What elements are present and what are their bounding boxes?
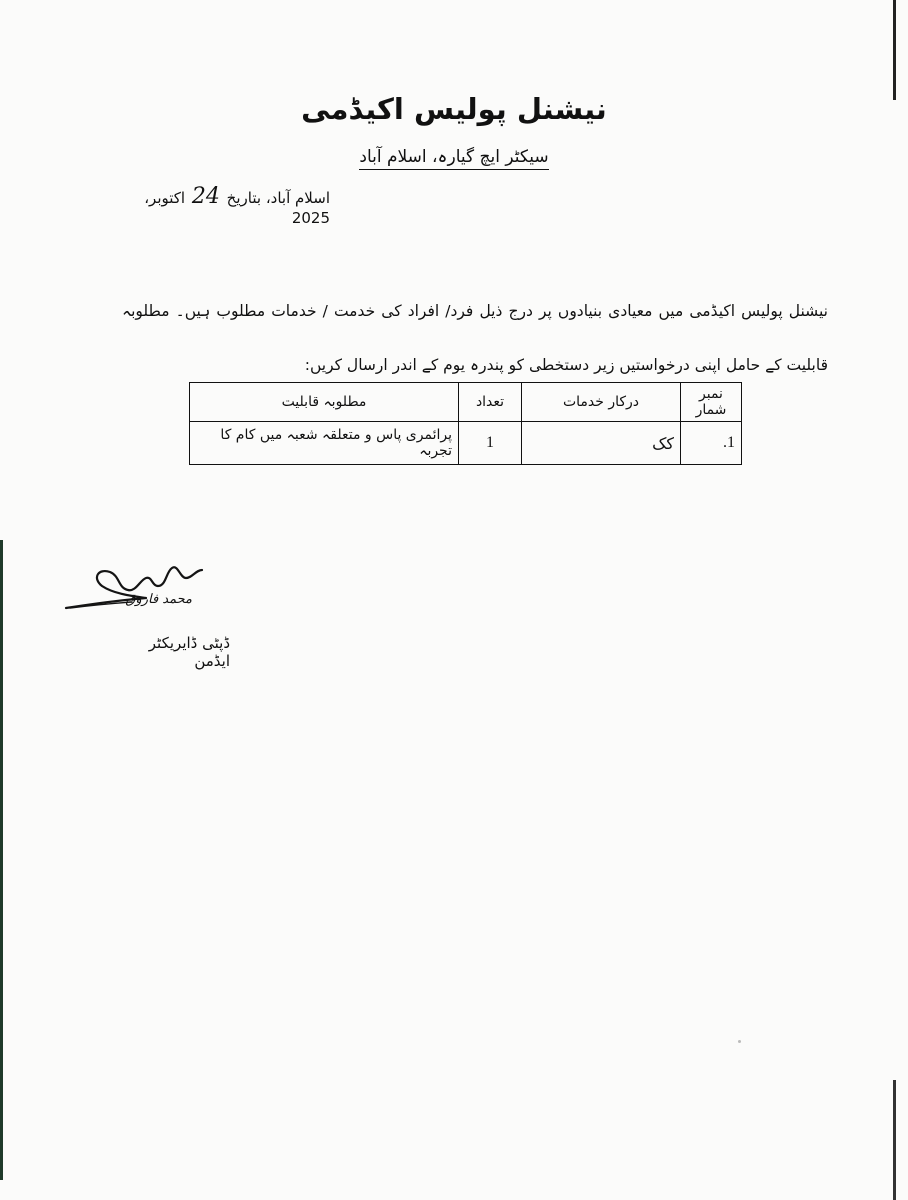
date-prefix: اسلام آباد، بتاریخ bbox=[226, 189, 330, 207]
table-row bbox=[190, 422, 742, 465]
header-quantity: تعداد bbox=[459, 383, 522, 422]
table-header-row bbox=[190, 383, 742, 422]
scan-edge-mark bbox=[893, 0, 896, 100]
organization-address-text: سیکٹر ایچ گیارہ، اسلام آباد bbox=[359, 146, 548, 170]
date-day: 24 bbox=[191, 184, 220, 209]
scan-edge-mark bbox=[0, 540, 3, 1180]
scan-speck bbox=[738, 1040, 741, 1043]
body-paragraph: نیشنل پولیس اکیڈمی میں معیادی بنیادوں پر درج ذیل فرد/ افراد کی خدمت / خدمات مطلوب ہیں۔ مطلوبہ قابلیت کے حامل اپنی درخواستیں زیر دستخطی کو پندرہ یوم کے اندر ارسال کریں: bbox=[122, 302, 828, 374]
header-qualification: مطلوبہ قابلیت bbox=[190, 383, 459, 422]
cell-serial: 1. bbox=[681, 422, 742, 465]
signatory-name: محمد فاروق bbox=[125, 592, 192, 607]
organization-title: نیشنل پولیس اکیڈمی bbox=[301, 92, 607, 126]
signatory-designation: ڈپٹی ڈایریکٹر ایڈمن bbox=[148, 634, 230, 670]
handwritten-signature bbox=[62, 556, 222, 616]
cell-quantity: 1 bbox=[459, 422, 522, 465]
cell-qualification: پرائمری پاس و متعلقہ شعبہ میں کام کا تجربہ bbox=[190, 422, 459, 465]
scan-edge-mark bbox=[893, 1080, 896, 1200]
header-service: درکار خدمات bbox=[522, 383, 681, 422]
cell-service: کک bbox=[522, 422, 681, 465]
date-line bbox=[116, 184, 330, 227]
requirements-table bbox=[189, 382, 742, 465]
date-suffix: اکتوبر، 2025 bbox=[144, 189, 330, 227]
header-serial: نمبر شمار bbox=[681, 383, 742, 422]
organization-address bbox=[0, 146, 908, 170]
